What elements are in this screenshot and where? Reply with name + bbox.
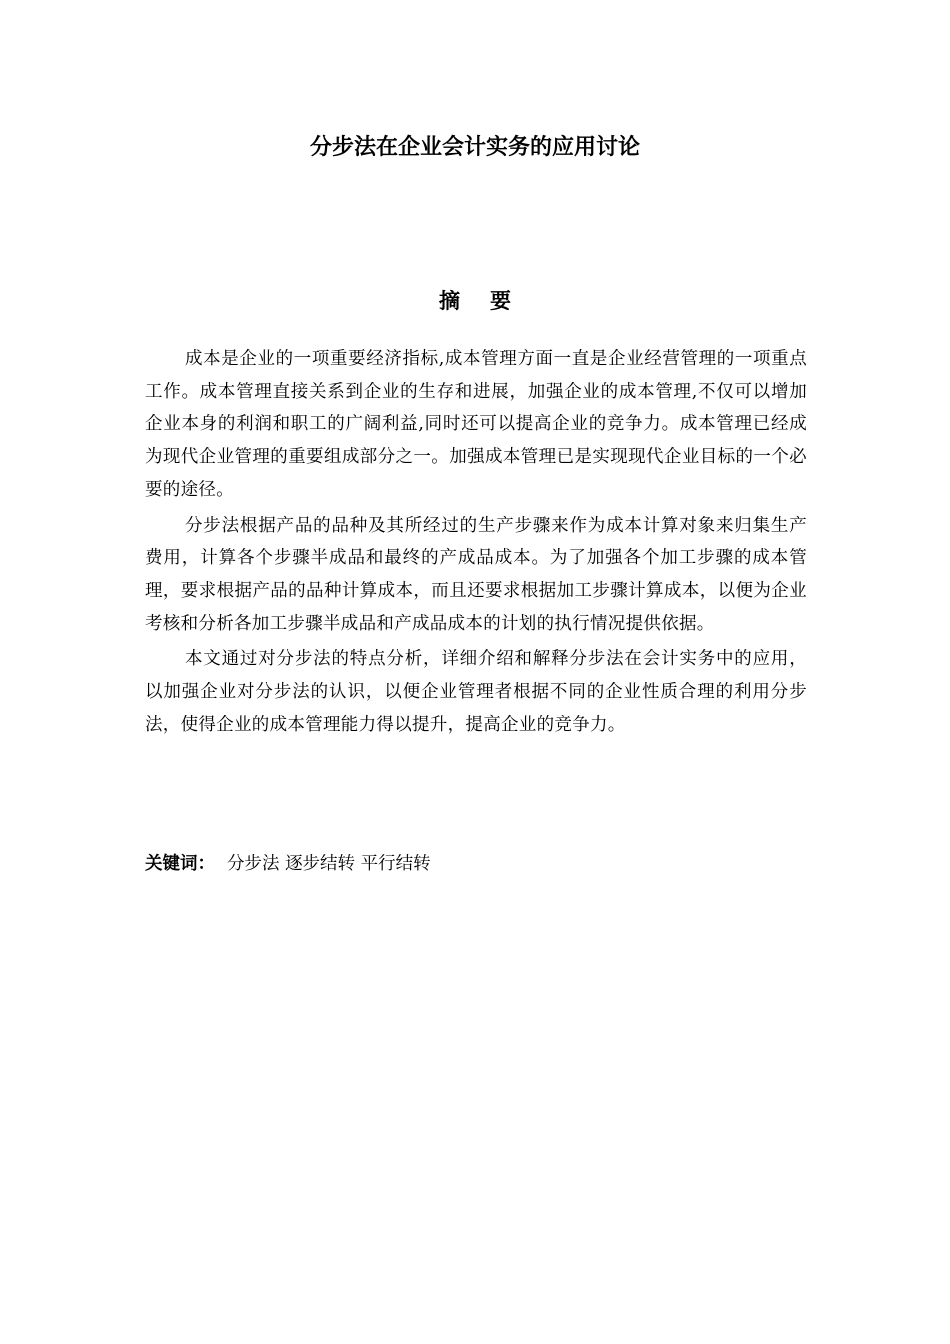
abstract-paragraph: 本文通过对分步法的特点分析，详细介绍和解释分步法在会计实务中的应用，以加强企业对分步法的认识，以便企业管理者根据不同的企业性质合理的利用分步法，使得企业的成本管理能力得以提升，提高企业的竞争力。	[145, 649, 807, 735]
abstract-paragraph: 成本是企业的一项重要经济指标,成本管理方面一直是企业经营管理的一项重点工作。成本管理直接关系到企业的生存和进展，加强企业的成本管理,不仅可以增加企业本身的利润和职工的广阔利益,同时还可以提高企业的竞争力。成本管理已经成为现代企业管理的重要组成部分之一。加强成本管理已是实现现代企业目标的一个必要的途径。	[145, 349, 807, 500]
document-title: 分步法在企业会计实务的应用讨论	[309, 135, 640, 160]
keywords-label: 关键词：	[145, 854, 215, 874]
abstract-paragraph: 分步法根据产品的品种及其所经过的生产步骤来作为成本计算对象来归集生产费用，计算各个步骤半成品和最终的产成品成本。为了加强各个加工步骤的成本管理，要求根据产品的品种计算成本，而且还要求根据加工步骤计算成本，以便为企业考核和分析各加工步骤半成品和产成品成本的计划的执行情况提供依据。	[145, 515, 807, 634]
abstract-body	[145, 343, 807, 744]
abstract-heading: 摘要	[439, 289, 541, 313]
keywords-text: 分步法 逐步结转 平行结转	[227, 854, 431, 874]
keywords-line	[145, 848, 807, 880]
